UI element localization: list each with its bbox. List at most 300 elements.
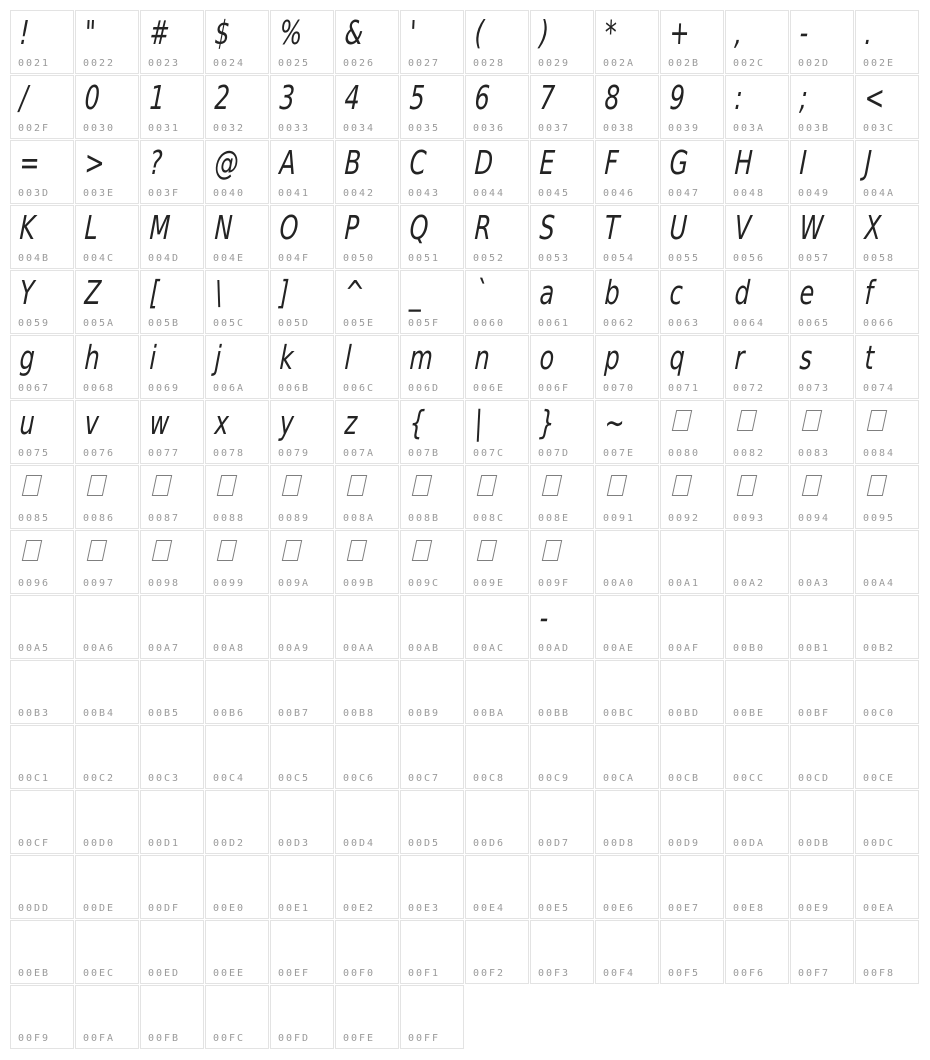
glyph-cell[interactable] [660, 140, 724, 204]
glyph-cell[interactable] [725, 335, 789, 399]
glyph-cell[interactable] [530, 465, 594, 529]
glyph-cell[interactable] [75, 985, 139, 1049]
empty-glyph-slot [409, 864, 410, 865]
glyph-cell[interactable] [335, 855, 399, 919]
notdef-box-icon [152, 475, 172, 496]
glyph-cell[interactable] [270, 985, 334, 1049]
glyph-cell[interactable] [530, 400, 594, 464]
glyph-cell[interactable] [335, 400, 399, 464]
glyph-cell[interactable] [140, 660, 204, 724]
glyph-cell[interactable] [10, 335, 74, 399]
glyph-cell[interactable] [530, 920, 594, 984]
glyph-cell[interactable] [595, 335, 659, 399]
glyph-cell[interactable] [10, 660, 74, 724]
codepoint-label: 00CB [668, 773, 701, 784]
glyph-cell[interactable] [465, 790, 529, 854]
glyph-cell[interactable] [335, 660, 399, 724]
empty-glyph-slot [799, 669, 800, 670]
glyph-cell[interactable] [790, 660, 854, 724]
glyph-cell[interactable] [400, 660, 464, 724]
codepoint-label: 0094 [798, 513, 831, 524]
codepoint-label: 00EC [83, 968, 116, 979]
glyph-cell[interactable] [335, 205, 399, 269]
glyph-cell[interactable] [790, 790, 854, 854]
glyph-cell[interactable] [595, 270, 659, 334]
glyph-cell[interactable] [465, 75, 529, 139]
codepoint-label: 004A [863, 188, 896, 199]
glyph-cell[interactable] [140, 725, 204, 789]
glyph-cell[interactable] [75, 790, 139, 854]
glyph-cell[interactable] [140, 985, 204, 1049]
glyph-cell[interactable] [140, 335, 204, 399]
glyph-character: d [733, 273, 751, 312]
glyph-character: i [148, 338, 158, 377]
glyph-cell[interactable] [400, 530, 464, 594]
empty-glyph-slot [604, 539, 605, 540]
glyph-cell[interactable] [75, 75, 139, 139]
glyph-cell[interactable] [75, 725, 139, 789]
glyph-cell[interactable] [855, 335, 919, 399]
glyph-cell[interactable] [595, 725, 659, 789]
codepoint-label: 0056 [733, 253, 766, 264]
empty-glyph-slot [409, 669, 410, 670]
glyph-cell[interactable] [400, 465, 464, 529]
empty-glyph-slot [344, 799, 345, 800]
glyph-cell[interactable] [855, 400, 919, 464]
glyph-cell[interactable] [75, 920, 139, 984]
glyph-cell[interactable] [205, 530, 269, 594]
glyph-cell[interactable] [335, 140, 399, 204]
glyph-cell[interactable] [400, 270, 464, 334]
glyph-cell[interactable] [660, 530, 724, 594]
glyph-cell[interactable] [660, 660, 724, 724]
codepoint-label: 0038 [603, 123, 636, 134]
glyph-cell[interactable] [205, 595, 269, 659]
glyph-cell[interactable] [140, 465, 204, 529]
glyph-cell[interactable] [75, 205, 139, 269]
glyph-cell[interactable] [660, 465, 724, 529]
glyph-cell[interactable] [400, 920, 464, 984]
glyph-cell[interactable] [725, 140, 789, 204]
empty-glyph-slot [539, 669, 540, 670]
glyph-cell[interactable] [660, 725, 724, 789]
glyph-cell[interactable] [465, 270, 529, 334]
glyph-cell[interactable] [10, 75, 74, 139]
glyph-cell[interactable] [660, 75, 724, 139]
empty-glyph-slot [799, 734, 800, 735]
glyph-cell[interactable] [530, 270, 594, 334]
glyph-character: C [408, 143, 428, 182]
glyph-cell[interactable] [400, 595, 464, 659]
glyph-cell[interactable] [790, 855, 854, 919]
glyph-cell[interactable] [790, 75, 854, 139]
glyph-cell[interactable] [10, 985, 74, 1049]
empty-glyph-slot [84, 734, 85, 735]
notdef-box-icon [672, 410, 692, 431]
codepoint-label: 00CA [603, 773, 636, 784]
glyph-cell[interactable] [530, 140, 594, 204]
glyph-cell[interactable] [660, 270, 724, 334]
empty-glyph-slot [149, 734, 150, 735]
glyph-cell[interactable] [595, 530, 659, 594]
glyph-cell[interactable] [270, 400, 334, 464]
glyph-cell[interactable] [595, 205, 659, 269]
glyph-cell[interactable] [660, 790, 724, 854]
glyph-cell[interactable] [335, 75, 399, 139]
notdef-box-icon [217, 475, 237, 496]
empty-glyph-slot [279, 734, 280, 735]
glyph-cell[interactable] [595, 790, 659, 854]
glyph-character: : [733, 78, 744, 117]
glyph-cell[interactable] [790, 920, 854, 984]
glyph-cell[interactable] [725, 595, 789, 659]
glyph-cell[interactable] [855, 725, 919, 789]
glyph-cell[interactable] [400, 10, 464, 74]
glyph-cell[interactable] [205, 725, 269, 789]
glyph-cell[interactable] [465, 920, 529, 984]
empty-glyph-slot [474, 864, 475, 865]
glyph-cell[interactable] [855, 595, 919, 659]
glyph-cell[interactable] [10, 400, 74, 464]
glyph-cell[interactable] [790, 205, 854, 269]
glyph-cell[interactable] [465, 140, 529, 204]
glyph-cell[interactable] [790, 595, 854, 659]
glyph-cell[interactable] [75, 855, 139, 919]
empty-glyph-slot [799, 539, 800, 540]
glyph-cell[interactable] [205, 465, 269, 529]
codepoint-label: 003D [18, 188, 51, 199]
glyph-cell[interactable] [10, 140, 74, 204]
glyph-cell[interactable] [205, 335, 269, 399]
glyph-character: @ [213, 143, 240, 182]
glyph-cell[interactable] [855, 10, 919, 74]
glyph-cell[interactable] [790, 335, 854, 399]
glyph-cell[interactable] [530, 530, 594, 594]
empty-glyph-slot [799, 604, 800, 605]
glyph-cell[interactable] [725, 530, 789, 594]
glyph-cell[interactable] [400, 75, 464, 139]
glyph-cell[interactable] [725, 790, 789, 854]
glyph-cell[interactable] [10, 10, 74, 74]
empty-glyph-slot [409, 799, 410, 800]
glyph-cell[interactable] [10, 920, 74, 984]
glyph-character: L [83, 208, 99, 247]
glyph-cell[interactable] [335, 790, 399, 854]
glyph-cell[interactable] [335, 920, 399, 984]
glyph-cell[interactable] [660, 335, 724, 399]
empty-glyph-slot [214, 734, 215, 735]
glyph-cell[interactable] [790, 725, 854, 789]
glyph-cell[interactable] [140, 75, 204, 139]
glyph-cell[interactable] [270, 10, 334, 74]
codepoint-label: 00A4 [863, 578, 896, 589]
glyph-character: ) [538, 13, 550, 52]
glyph-cell[interactable] [725, 270, 789, 334]
glyph-cell[interactable] [465, 465, 529, 529]
codepoint-label: 0033 [278, 123, 311, 134]
glyph-cell[interactable] [465, 205, 529, 269]
empty-glyph-slot [669, 929, 670, 930]
glyph-cell[interactable] [530, 790, 594, 854]
codepoint-label: 0030 [83, 123, 116, 134]
glyph-cell[interactable] [465, 595, 529, 659]
codepoint-label: 0066 [863, 318, 896, 329]
glyph-character: ? [148, 143, 164, 182]
glyph-character: b [603, 273, 621, 312]
glyph-character: , [733, 13, 744, 52]
empty-glyph-slot [669, 604, 670, 605]
glyph-cell[interactable] [660, 10, 724, 74]
glyph-cell[interactable] [140, 400, 204, 464]
glyph-cell[interactable] [595, 855, 659, 919]
glyph-cell[interactable] [140, 920, 204, 984]
empty-glyph-slot [734, 864, 735, 865]
empty-glyph-slot [799, 929, 800, 930]
glyph-cell[interactable] [530, 335, 594, 399]
empty-glyph-slot [539, 734, 540, 735]
glyph-cell[interactable] [270, 920, 334, 984]
codepoint-label: 00DD [18, 903, 51, 914]
glyph-cell[interactable] [270, 855, 334, 919]
glyph-cell[interactable] [270, 790, 334, 854]
glyph-cell[interactable] [75, 465, 139, 529]
glyph-cell[interactable] [855, 140, 919, 204]
glyph-cell[interactable] [75, 660, 139, 724]
glyph-cell[interactable] [205, 660, 269, 724]
glyph-character: 3 [278, 78, 296, 117]
glyph-cell[interactable] [140, 530, 204, 594]
glyph-cell[interactable] [595, 920, 659, 984]
glyph-cell[interactable] [205, 985, 269, 1049]
glyph-cell[interactable] [790, 10, 854, 74]
glyph-cell[interactable] [140, 10, 204, 74]
glyph-cell[interactable] [725, 10, 789, 74]
glyph-cell[interactable] [270, 140, 334, 204]
glyph-cell[interactable] [855, 75, 919, 139]
glyph-cell[interactable] [270, 530, 334, 594]
glyph-cell[interactable] [660, 205, 724, 269]
glyph-cell[interactable] [270, 660, 334, 724]
codepoint-label: 00B7 [278, 708, 311, 719]
glyph-cell[interactable] [140, 595, 204, 659]
glyph-character: G [668, 143, 690, 182]
notdef-box-icon [737, 410, 757, 431]
codepoint-label: 0069 [148, 383, 181, 394]
glyph-cell[interactable] [75, 530, 139, 594]
glyph-character: S [538, 208, 556, 247]
codepoint-label: 007A [343, 448, 376, 459]
empty-glyph-slot [84, 799, 85, 800]
glyph-cell[interactable] [400, 855, 464, 919]
glyph-cell[interactable] [660, 920, 724, 984]
glyph-cell[interactable] [270, 335, 334, 399]
glyph-cell[interactable] [205, 140, 269, 204]
glyph-cell[interactable] [725, 855, 789, 919]
glyph-cell[interactable] [75, 595, 139, 659]
glyph-cell[interactable] [790, 400, 854, 464]
glyph-character: 2 [213, 78, 231, 117]
glyph-cell[interactable] [790, 530, 854, 594]
empty-glyph-slot [84, 669, 85, 670]
glyph-cell[interactable] [660, 855, 724, 919]
notdef-box-icon [87, 540, 107, 561]
glyph-cell[interactable] [465, 855, 529, 919]
glyph-cell[interactable] [205, 205, 269, 269]
codepoint-label: 00FF [408, 1033, 441, 1044]
glyph-cell[interactable] [725, 75, 789, 139]
glyph-cell[interactable] [530, 855, 594, 919]
glyph-cell[interactable] [335, 725, 399, 789]
glyph-cell[interactable] [205, 270, 269, 334]
glyph-cell[interactable] [465, 530, 529, 594]
glyph-cell[interactable] [400, 205, 464, 269]
glyph-cell[interactable] [790, 465, 854, 529]
glyph-cell[interactable] [595, 140, 659, 204]
glyph-cell[interactable] [205, 855, 269, 919]
glyph-cell[interactable] [660, 595, 724, 659]
glyph-cell[interactable] [725, 725, 789, 789]
glyph-cell[interactable] [595, 75, 659, 139]
glyph-cell[interactable] [270, 595, 334, 659]
empty-glyph-slot [344, 864, 345, 865]
glyph-cell[interactable] [205, 10, 269, 74]
codepoint-label: 00AF [668, 643, 701, 654]
glyph-cell[interactable] [530, 660, 594, 724]
glyph-cell[interactable] [335, 335, 399, 399]
glyph-cell[interactable] [205, 920, 269, 984]
glyph-cell[interactable] [140, 140, 204, 204]
glyph-cell[interactable] [595, 660, 659, 724]
glyph-character: z [343, 403, 359, 442]
glyph-cell[interactable] [75, 10, 139, 74]
codepoint-label: 00ED [148, 968, 181, 979]
glyph-character: - [798, 13, 810, 52]
glyph-cell[interactable] [790, 140, 854, 204]
glyph-cell[interactable] [335, 595, 399, 659]
glyph-cell[interactable] [140, 855, 204, 919]
glyph-cell[interactable] [855, 530, 919, 594]
glyph-cell[interactable] [140, 790, 204, 854]
glyph-cell[interactable] [855, 465, 919, 529]
glyph-cell[interactable] [400, 335, 464, 399]
glyph-cell[interactable] [855, 855, 919, 919]
glyph-cell[interactable] [10, 725, 74, 789]
codepoint-label: 0051 [408, 253, 441, 264]
glyph-character: e [798, 273, 816, 312]
empty-glyph-slot [279, 864, 280, 865]
glyph-cell[interactable] [595, 595, 659, 659]
glyph-cell[interactable] [10, 790, 74, 854]
glyph-cell[interactable] [595, 10, 659, 74]
glyph-cell[interactable] [790, 270, 854, 334]
codepoint-label: 00CD [798, 773, 831, 784]
glyph-cell[interactable] [855, 205, 919, 269]
glyph-cell[interactable] [75, 270, 139, 334]
glyph-cell[interactable] [335, 530, 399, 594]
glyph-cell[interactable] [595, 465, 659, 529]
glyph-cell[interactable] [465, 10, 529, 74]
glyph-cell[interactable] [660, 400, 724, 464]
glyph-cell[interactable] [725, 205, 789, 269]
glyph-cell[interactable] [140, 205, 204, 269]
glyph-cell[interactable] [855, 920, 919, 984]
codepoint-label: 0021 [18, 58, 51, 69]
glyph-cell[interactable] [335, 985, 399, 1049]
notdef-box-icon [867, 475, 887, 496]
codepoint-label: 0049 [798, 188, 831, 199]
glyph-character: % [278, 13, 304, 52]
glyph-cell[interactable] [10, 465, 74, 529]
codepoint-label: 005E [343, 318, 376, 329]
glyph-cell[interactable] [725, 660, 789, 724]
glyph-cell[interactable] [465, 660, 529, 724]
glyph-cell[interactable] [10, 855, 74, 919]
glyph-cell[interactable] [75, 400, 139, 464]
glyph-cell[interactable] [400, 140, 464, 204]
glyph-cell[interactable] [140, 270, 204, 334]
glyph-cell[interactable] [270, 270, 334, 334]
glyph-cell[interactable] [335, 270, 399, 334]
glyph-cell[interactable] [530, 725, 594, 789]
glyph-cell[interactable] [725, 400, 789, 464]
glyph-cell[interactable] [465, 725, 529, 789]
notdef-box-icon [22, 475, 42, 496]
glyph-cell[interactable] [530, 205, 594, 269]
glyph-character: F [603, 143, 620, 182]
glyph-cell[interactable] [400, 725, 464, 789]
glyph-cell[interactable] [10, 270, 74, 334]
codepoint-label: 00BC [603, 708, 636, 719]
glyph-cell[interactable] [400, 400, 464, 464]
glyph-cell[interactable] [855, 660, 919, 724]
glyph-character: - [538, 598, 550, 637]
glyph-cell[interactable] [400, 985, 464, 1049]
glyph-cell[interactable] [205, 790, 269, 854]
glyph-cell[interactable] [855, 270, 919, 334]
glyph-cell[interactable] [10, 205, 74, 269]
glyph-cell[interactable] [530, 595, 594, 659]
glyph-cell[interactable] [855, 790, 919, 854]
glyph-cell[interactable] [205, 75, 269, 139]
codepoint-label: 002F [18, 123, 51, 134]
glyph-cell[interactable] [530, 75, 594, 139]
glyph-cell[interactable] [400, 790, 464, 854]
notdef-box-icon [282, 475, 302, 496]
empty-glyph-slot [539, 864, 540, 865]
glyph-cell[interactable] [270, 205, 334, 269]
glyph-cell[interactable] [205, 400, 269, 464]
glyph-cell[interactable] [10, 595, 74, 659]
glyph-cell[interactable] [10, 530, 74, 594]
glyph-cell[interactable] [335, 465, 399, 529]
glyph-cell[interactable] [725, 920, 789, 984]
glyph-cell[interactable] [335, 10, 399, 74]
glyph-cell[interactable] [725, 465, 789, 529]
codepoint-label: 00E9 [798, 903, 831, 914]
glyph-cell[interactable] [595, 400, 659, 464]
glyph-cell[interactable] [75, 335, 139, 399]
codepoint-label: 00D8 [603, 838, 636, 849]
glyph-cell[interactable] [465, 400, 529, 464]
glyph-cell[interactable] [270, 75, 334, 139]
glyph-cell[interactable] [75, 140, 139, 204]
glyph-cell[interactable] [465, 335, 529, 399]
glyph-cell[interactable] [270, 465, 334, 529]
glyph-character: | [473, 403, 484, 442]
empty-glyph-slot [19, 864, 20, 865]
glyph-cell[interactable] [270, 725, 334, 789]
glyph-cell[interactable] [530, 10, 594, 74]
